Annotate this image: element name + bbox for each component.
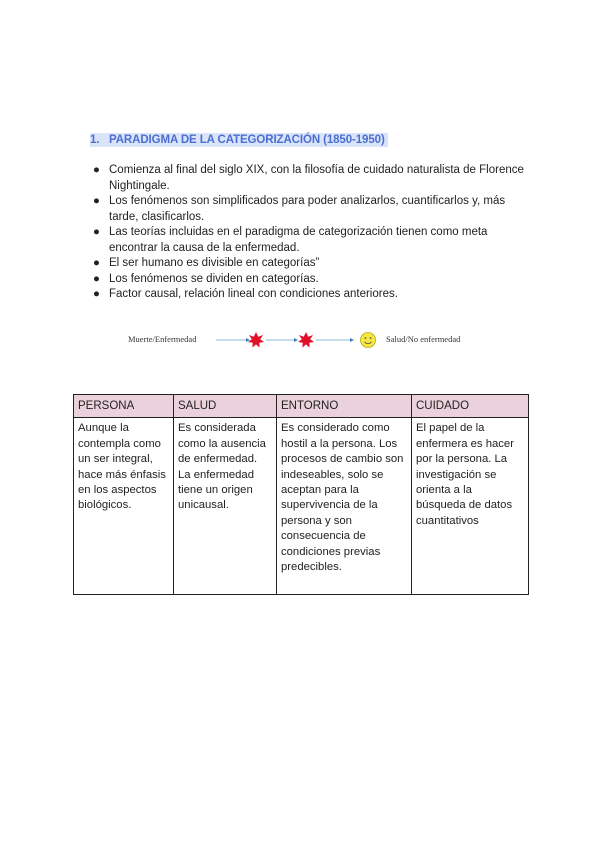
arrow-icon <box>316 338 354 342</box>
header-persona: PERSONA <box>74 395 174 418</box>
list-item-text: Factor causal, relación lineal con condiciones anteriores. <box>109 288 398 300</box>
bullet-icon: ● <box>93 288 100 300</box>
list-item <box>93 194 533 225</box>
burst-icon <box>248 332 264 348</box>
cell-cuidado: El papel de la enfermera es hacer por la persona. La investigación se orienta a la búsqueda de datos cuantitativos <box>412 418 529 595</box>
list-item <box>93 272 533 288</box>
bullet-icon: ● <box>93 226 100 238</box>
bullet-icon: ● <box>93 195 100 207</box>
cell-salud: Es considerada como la ausencia de enfermedad. La enfermedad tiene un origen unicausal. <box>174 418 277 595</box>
paradigm-table <box>73 394 529 595</box>
flow-end-label: Salud/No enfermedad <box>386 334 461 344</box>
flow-start-label: Muerte/Enfermedad <box>128 334 197 344</box>
table-row <box>74 418 529 595</box>
heading-title: PARADIGMA DE LA CATEGORIZACIÓN (1850-1950) <box>109 134 385 146</box>
header-salud: SALUD <box>174 395 277 418</box>
list-item <box>93 225 533 256</box>
cell-entorno: Es considerado como hostil a la persona. Los procesos de cambio son indeseables, solo se aceptan para la supervivencia de la persona y son consecuencia de condiciones previas predecibles. <box>277 418 412 595</box>
flow-diagram <box>128 328 478 352</box>
cell-persona: Aunque la contempla como un ser integral, hace más énfasis en los aspectos biológicos. <box>74 418 174 595</box>
list-item-text: Los fenómenos se dividen en categorías. <box>109 272 319 285</box>
list-item-text: El ser humano es divisible en categorías” <box>109 257 320 269</box>
list-item <box>93 287 533 303</box>
heading-number: 1. <box>90 134 100 146</box>
list-item <box>93 163 533 194</box>
list-item-text: Comienza al final del siglo XIX, con la filosofía de cuidado naturalista de Florence Nightingale. <box>109 164 524 192</box>
bullet-icon: ● <box>93 257 100 269</box>
smiley-icon <box>361 333 376 348</box>
list-item-text: Los fenómenos son simplificados para poder analizarlos, cuantificarlos y, más tarde, clasificarlos. <box>109 195 506 223</box>
arrow-icon <box>216 338 250 342</box>
section-heading <box>90 133 388 147</box>
header-cuidado: CUIDADO <box>412 395 529 418</box>
arrow-icon <box>266 338 298 342</box>
header-entorno: ENTORNO <box>277 395 412 418</box>
bullet-list <box>93 163 533 303</box>
list-item <box>93 256 533 272</box>
table-header-row <box>74 395 529 418</box>
list-item-text: Las teorías incluidas en el paradigma de categorización tienen como meta encontrar la causa de la enfermedad. <box>109 226 488 254</box>
bullet-icon: ● <box>93 164 100 176</box>
bullet-icon: ● <box>93 272 100 285</box>
burst-icon <box>298 332 314 348</box>
